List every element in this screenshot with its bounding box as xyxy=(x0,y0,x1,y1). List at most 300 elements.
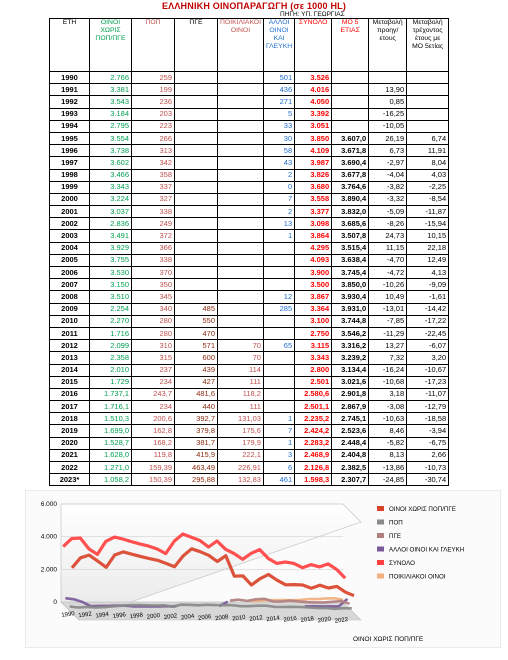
cell-varietal xyxy=(218,157,264,169)
cell-other: 271 xyxy=(263,96,294,108)
cell-year: 1995 xyxy=(50,132,90,144)
cell-aoc: 3.530 xyxy=(90,267,132,279)
cell-varietal: 111 xyxy=(218,401,264,413)
table-row xyxy=(50,376,449,388)
cell-total: 3.987 xyxy=(295,157,332,169)
table-header-row xyxy=(50,19,449,72)
cell-pgi: 392,7 xyxy=(175,413,218,425)
cell-pdo: 340 xyxy=(132,303,175,315)
cell-ma5: 3.316,2 xyxy=(332,340,369,352)
x-tick-label: 2020 xyxy=(317,616,332,625)
cell-total: 3.500 xyxy=(295,279,332,291)
cell-change-ma5: -10,67 xyxy=(407,364,449,376)
header-ma5: ΜΟ 5 ΕΤΙΑΣ xyxy=(332,19,369,72)
cell-aoc: 2.099 xyxy=(90,340,132,352)
cell-total: 2.468,9 xyxy=(295,449,332,461)
cell-year: 1991 xyxy=(50,84,90,96)
cell-pgi xyxy=(175,169,218,181)
cell-change-ma5 xyxy=(407,72,449,84)
cell-total: 4.295 xyxy=(295,242,332,254)
cell-ma5 xyxy=(332,84,369,96)
cell-change-ma5: -6,75 xyxy=(407,437,449,449)
table-row xyxy=(50,449,449,461)
cell-varietal: 70 xyxy=(218,340,264,352)
cell-change-ma5 xyxy=(407,84,449,96)
cell-aoc: 1.729 xyxy=(90,376,132,388)
cell-varietal xyxy=(218,145,264,157)
legend-swatch xyxy=(377,560,384,565)
table-row xyxy=(50,462,449,474)
cell-total: 2.750 xyxy=(295,327,332,339)
cell-year: 2003 xyxy=(50,230,90,242)
cell-change: -3,32 xyxy=(369,193,407,205)
y-tick-label: 0 xyxy=(53,599,57,606)
cell-pgi xyxy=(175,72,218,84)
cell-aoc: 3.150 xyxy=(90,279,132,291)
cell-other: 501 xyxy=(263,72,294,84)
cell-pgi: 470 xyxy=(175,327,218,339)
legend-label: ΠΟΙΚΙΛΙΑΚΟΙ ΟΙΝΟΙ xyxy=(389,573,446,581)
cell-other: 6 xyxy=(263,462,294,474)
cell-pdo: 310 xyxy=(132,340,175,352)
cell-year: 2021 xyxy=(50,449,90,461)
x-tick-label: 2014 xyxy=(266,615,281,624)
cell-change-ma5: -10,73 xyxy=(407,462,449,474)
cell-ma5: 2.448,4 xyxy=(332,437,369,449)
cell-other: 13 xyxy=(263,218,294,230)
cell-ma5: 3.515,4 xyxy=(332,242,369,254)
cell-varietal xyxy=(218,242,264,254)
cell-pdo: 249 xyxy=(132,218,175,230)
table-row xyxy=(50,72,449,84)
cell-total: 3.864 xyxy=(295,230,332,242)
cell-ma5: 3.745,4 xyxy=(332,267,369,279)
cell-change-ma5: -8,54 xyxy=(407,193,449,205)
cell-change xyxy=(369,72,407,84)
table-row xyxy=(50,145,449,157)
x-tick-label: 1992 xyxy=(78,611,93,620)
cell-pdo: 338 xyxy=(132,254,175,266)
cell-year: 2001 xyxy=(50,206,90,218)
cell-other: 2 xyxy=(263,169,294,181)
cell-pgi xyxy=(175,267,218,279)
cell-pgi xyxy=(175,108,218,120)
cell-change-ma5: -9,09 xyxy=(407,279,449,291)
cell-total: 1.598,3 xyxy=(295,474,332,486)
cell-varietal xyxy=(218,132,264,144)
cell-total: 3.115 xyxy=(295,340,332,352)
cell-other: 12 xyxy=(263,291,294,303)
cell-varietal xyxy=(218,120,264,132)
cell-varietal xyxy=(218,108,264,120)
cell-pdo: 315 xyxy=(132,352,175,364)
cell-change: -3,08 xyxy=(369,401,407,413)
cell-change: -10,05 xyxy=(369,120,407,132)
cell-change-ma5: -15,94 xyxy=(407,218,449,230)
cell-change-ma5: -18,58 xyxy=(407,413,449,425)
cell-pgi: 600 xyxy=(175,352,218,364)
x-tick-label: 2012 xyxy=(249,615,264,623)
table-row xyxy=(50,254,449,266)
production-line-chart xyxy=(25,490,501,648)
cell-ma5: 3.021,6 xyxy=(332,376,369,388)
cell-total: 4.093 xyxy=(295,254,332,266)
x-tick-label: 2022 xyxy=(334,616,349,625)
x-tick-label: 2016 xyxy=(283,615,298,624)
cell-total: 3.826 xyxy=(295,169,332,181)
cell-change-ma5 xyxy=(407,120,449,132)
cell-pgi xyxy=(175,291,218,303)
table-row xyxy=(50,206,449,218)
cell-total: 3.900 xyxy=(295,267,332,279)
legend-swatch xyxy=(377,520,384,525)
cell-other: 33 xyxy=(263,120,294,132)
table-row xyxy=(50,291,449,303)
cell-ma5: 2.307,7 xyxy=(332,474,369,486)
cell-aoc: 3.543 xyxy=(90,96,132,108)
legend-label: ΠΟΠ xyxy=(389,519,403,527)
cell-ma5 xyxy=(332,96,369,108)
x-tick-label: 1994 xyxy=(95,611,110,620)
cell-total: 3.526 xyxy=(295,72,332,84)
cell-pdo: 243,7 xyxy=(132,388,175,400)
table-row xyxy=(50,108,449,120)
cell-varietal xyxy=(218,230,264,242)
cell-change-ma5: 22,18 xyxy=(407,242,449,254)
cell-year: 2023* xyxy=(50,474,90,486)
cell-ma5: 3.134,4 xyxy=(332,364,369,376)
cell-pdo: 236 xyxy=(132,96,175,108)
cell-varietal xyxy=(218,327,264,339)
production-table xyxy=(49,18,449,486)
header-total: ΣΥΝΟΛΟ xyxy=(295,19,332,72)
cell-aoc: 2.254 xyxy=(90,303,132,315)
cell-other: 58 xyxy=(263,145,294,157)
cell-ma5: 3.239,2 xyxy=(332,352,369,364)
cell-pdo: 199 xyxy=(132,84,175,96)
cell-other xyxy=(263,254,294,266)
cell-pgi: 427 xyxy=(175,376,218,388)
table-row xyxy=(50,279,449,291)
cell-total: 4.109 xyxy=(295,145,332,157)
cell-other: 285 xyxy=(263,303,294,315)
cell-pdo: 342 xyxy=(132,157,175,169)
cell-other xyxy=(263,401,294,413)
cell-change: -2,97 xyxy=(369,157,407,169)
cell-varietal xyxy=(218,279,264,291)
cell-change-ma5: 12,49 xyxy=(407,254,449,266)
cell-pdo: 162,8 xyxy=(132,425,175,437)
cell-varietal: 222,1 xyxy=(218,449,264,461)
table-row xyxy=(50,352,449,364)
cell-change: -3,82 xyxy=(369,181,407,193)
cell-year: 2008 xyxy=(50,291,90,303)
table-row xyxy=(50,120,449,132)
cell-other: 436 xyxy=(263,84,294,96)
cell-change: 7,32 xyxy=(369,352,407,364)
table-row xyxy=(50,315,449,327)
table-row xyxy=(50,96,449,108)
cell-ma5: 3.744,8 xyxy=(332,315,369,327)
cell-pgi: 415,9 xyxy=(175,449,218,461)
cell-pdo: 313 xyxy=(132,145,175,157)
cell-pgi: 439 xyxy=(175,364,218,376)
cell-change-ma5: -11,07 xyxy=(407,388,449,400)
cell-year: 2014 xyxy=(50,364,90,376)
header-pgi: ΠΓΕ xyxy=(175,19,218,72)
cell-change: -16,24 xyxy=(369,364,407,376)
cell-ma5: 2.404,8 xyxy=(332,449,369,461)
cell-change-ma5: -17,22 xyxy=(407,315,449,327)
cell-other: 461 xyxy=(263,474,294,486)
cell-ma5: 3.930,4 xyxy=(332,291,369,303)
cell-total: 3.392 xyxy=(295,108,332,120)
cell-year: 1998 xyxy=(50,169,90,181)
cell-ma5: 2.867,9 xyxy=(332,401,369,413)
cell-varietal: 131,03 xyxy=(218,413,264,425)
cell-year: 1996 xyxy=(50,145,90,157)
cell-pgi: 550 xyxy=(175,315,218,327)
cell-aoc: 2.795 xyxy=(90,120,132,132)
cell-aoc: 2.766 xyxy=(90,72,132,84)
axis-series-label: ΟΙΝΟΙ ΧΩΡΙΣ ΠΟΠ/ΠΓΕ xyxy=(353,636,424,643)
cell-other xyxy=(263,315,294,327)
cell-change: -10,63 xyxy=(369,413,407,425)
cell-change-ma5: 3,20 xyxy=(407,352,449,364)
cell-year: 2006 xyxy=(50,267,90,279)
cell-varietal: 175,6 xyxy=(218,425,264,437)
cell-aoc: 2.358 xyxy=(90,352,132,364)
table-row xyxy=(50,401,449,413)
cell-varietal xyxy=(218,218,264,230)
cell-aoc: 1.628,0 xyxy=(90,449,132,461)
cell-total: 2.424,2 xyxy=(295,425,332,437)
cell-varietal xyxy=(218,303,264,315)
cell-change: -24,85 xyxy=(369,474,407,486)
x-tick-label: 1998 xyxy=(129,612,144,621)
cell-aoc: 1.716,1 xyxy=(90,401,132,413)
cell-change: 11,15 xyxy=(369,242,407,254)
cell-pdo: 159,39 xyxy=(132,462,175,474)
cell-pdo: 337 xyxy=(132,181,175,193)
cell-aoc: 3.343 xyxy=(90,181,132,193)
cell-aoc: 3.602 xyxy=(90,157,132,169)
cell-aoc: 1.737,1 xyxy=(90,388,132,400)
cell-aoc: 1.058,2 xyxy=(90,474,132,486)
cell-varietal: 114 xyxy=(218,364,264,376)
cell-other: 3 xyxy=(263,449,294,461)
table-row xyxy=(50,388,449,400)
cell-pgi: 379,8 xyxy=(175,425,218,437)
y-tick-label: 2.000 xyxy=(40,566,57,574)
table-row xyxy=(50,340,449,352)
x-tick-label: 2006 xyxy=(197,614,212,622)
cell-varietal xyxy=(218,291,264,303)
cell-change-ma5: -14,42 xyxy=(407,303,449,315)
cell-pdo: 234 xyxy=(132,376,175,388)
cell-year: 2017 xyxy=(50,401,90,413)
cell-aoc: 1.716 xyxy=(90,327,132,339)
cell-pdo: 119,8 xyxy=(132,449,175,461)
cell-ma5: 2.382,5 xyxy=(332,462,369,474)
source-note: ΠΗΓΗ: ΥΠ. ΓΕΩΡΓΙΑΣ xyxy=(280,11,345,18)
cell-pgi xyxy=(175,157,218,169)
legend-label: ΑΛΛΟΙ ΟΙΝΟΙ ΚΑΙ ΓΛΕΥΚΗ xyxy=(389,546,465,554)
cell-pdo: 200,6 xyxy=(132,413,175,425)
table-row xyxy=(50,84,449,96)
cell-ma5: 3.685,6 xyxy=(332,218,369,230)
cell-change: -10,68 xyxy=(369,376,407,388)
cell-other xyxy=(263,376,294,388)
cell-change: 8,46 xyxy=(369,425,407,437)
cell-varietal xyxy=(218,96,264,108)
cell-pdo: 259 xyxy=(132,72,175,84)
cell-pdo: 280 xyxy=(132,327,175,339)
cell-change: 13,27 xyxy=(369,340,407,352)
cell-year: 2019 xyxy=(50,425,90,437)
cell-total: 3.343 xyxy=(295,352,332,364)
header-year: ΕΤΗ xyxy=(50,19,90,72)
cell-total: 3.364 xyxy=(295,303,332,315)
header-varietal: ΠΟΙΚΙΛΙΑΚΟΙ ΟΙΝΟΙ xyxy=(218,19,264,72)
cell-ma5: 3.546,2 xyxy=(332,327,369,339)
header-pdo: ΠΟΠ xyxy=(132,19,175,72)
table-row xyxy=(50,181,449,193)
cell-aoc: 3.381 xyxy=(90,84,132,96)
x-tick-label: 2004 xyxy=(180,613,195,622)
cell-aoc: 3.224 xyxy=(90,193,132,205)
cell-change-ma5: 4,13 xyxy=(407,267,449,279)
cell-ma5: 3.507,8 xyxy=(332,230,369,242)
cell-change: -13,86 xyxy=(369,462,407,474)
table-row xyxy=(50,218,449,230)
cell-ma5: 3.764,6 xyxy=(332,181,369,193)
cell-total: 2.283,2 xyxy=(295,437,332,449)
cell-year: 1992 xyxy=(50,96,90,108)
legend-swatch xyxy=(377,506,384,511)
header-change: Μεταβολή προηγ/ετους xyxy=(369,19,407,72)
cell-pdo: 338 xyxy=(132,206,175,218)
cell-pgi xyxy=(175,254,218,266)
cell-year: 2009 xyxy=(50,303,90,315)
cell-pdo: 345 xyxy=(132,291,175,303)
cell-pdo: 150,39 xyxy=(132,474,175,486)
cell-other: 5 xyxy=(263,108,294,120)
cell-other xyxy=(263,352,294,364)
cell-pdo: 280 xyxy=(132,315,175,327)
cell-aoc: 1.510,3 xyxy=(90,413,132,425)
cell-year: 2000 xyxy=(50,193,90,205)
cell-aoc: 3.738 xyxy=(90,145,132,157)
cell-year: 1997 xyxy=(50,157,90,169)
header-other: ΑΛΛΟΙ ΟΙΝΟΙ ΚΑΙ ΓΛΕΥΚΗ xyxy=(263,19,294,72)
cell-change-ma5 xyxy=(407,96,449,108)
page-title: ΕΛΛΗΝΙΚΗ ΟΙΝΟΠΑΡΑΓΩΓΗ (σε 1000 HL) xyxy=(161,1,347,11)
cell-year: 2018 xyxy=(50,413,90,425)
cell-pdo: 370 xyxy=(132,267,175,279)
cell-year: 1993 xyxy=(50,108,90,120)
cell-change: -5,82 xyxy=(369,437,407,449)
cell-change-ma5: 10,15 xyxy=(407,230,449,242)
cell-varietal: 132,83 xyxy=(218,474,264,486)
cell-change: 24,73 xyxy=(369,230,407,242)
cell-year: 2004 xyxy=(50,242,90,254)
legend-swatch xyxy=(377,533,384,538)
cell-change: 13,90 xyxy=(369,84,407,96)
cell-other: 30 xyxy=(263,132,294,144)
cell-year: 1990 xyxy=(50,72,90,84)
cell-varietal: 111 xyxy=(218,376,264,388)
cell-other xyxy=(263,279,294,291)
table-row xyxy=(50,303,449,315)
cell-other: 43 xyxy=(263,157,294,169)
cell-total: 2.126,8 xyxy=(295,462,332,474)
cell-other: 0 xyxy=(263,181,294,193)
cell-ma5: 3.832,0 xyxy=(332,206,369,218)
cell-change-ma5: -11,87 xyxy=(407,206,449,218)
cell-total: 3.098 xyxy=(295,218,332,230)
cell-change-ma5: -6,07 xyxy=(407,340,449,352)
cell-aoc: 2.836 xyxy=(90,218,132,230)
cell-total: 2.800 xyxy=(295,364,332,376)
cell-change-ma5: 6,74 xyxy=(407,132,449,144)
cell-aoc: 3.929 xyxy=(90,242,132,254)
table-row xyxy=(50,437,449,449)
header-aoc: ΟΙΝΟΙ ΧΩΡΙΣ ΠΟΠ/ΠΓΕ xyxy=(90,19,132,72)
cell-pgi: 295,88 xyxy=(175,474,218,486)
cell-year: 2012 xyxy=(50,340,90,352)
cell-other xyxy=(263,364,294,376)
cell-varietal xyxy=(218,84,264,96)
cell-year: 2005 xyxy=(50,254,90,266)
cell-change-ma5: -22,45 xyxy=(407,327,449,339)
cell-year: 2002 xyxy=(50,218,90,230)
cell-varietal xyxy=(218,254,264,266)
table-row xyxy=(50,364,449,376)
cell-other xyxy=(263,388,294,400)
cell-total: 2.501 xyxy=(295,376,332,388)
cell-total: 4.050 xyxy=(295,96,332,108)
cell-ma5: 3.638,4 xyxy=(332,254,369,266)
cell-pgi: 381,7 xyxy=(175,437,218,449)
cell-pgi xyxy=(175,206,218,218)
legend-label: ΣΥΝΟΛΟ xyxy=(389,560,415,567)
table-row xyxy=(50,230,449,242)
cell-pgi: 481,6 xyxy=(175,388,218,400)
y-tick-label: 4.000 xyxy=(40,533,57,541)
cell-aoc: 3.037 xyxy=(90,206,132,218)
cell-change: 26,19 xyxy=(369,132,407,144)
cell-ma5: 3.607,0 xyxy=(332,132,369,144)
cell-change: 0,85 xyxy=(369,96,407,108)
table-row xyxy=(50,413,449,425)
cell-pgi xyxy=(175,145,218,157)
cell-total: 2.501,1 xyxy=(295,401,332,413)
cell-change: 3,18 xyxy=(369,388,407,400)
cell-change-ma5: -17,23 xyxy=(407,376,449,388)
cell-change: -11,29 xyxy=(369,327,407,339)
cell-change: -8,26 xyxy=(369,218,407,230)
x-tick-label: 2010 xyxy=(231,614,247,623)
cell-change-ma5: -30,74 xyxy=(407,474,449,486)
cell-change: 10,49 xyxy=(369,291,407,303)
cell-total: 3.680 xyxy=(295,181,332,193)
cell-pdo: 372 xyxy=(132,230,175,242)
legend-label: ΠΓΕ xyxy=(389,533,402,540)
cell-ma5: 3.850,0 xyxy=(332,279,369,291)
cell-ma5 xyxy=(332,120,369,132)
cell-other: 1 xyxy=(263,413,294,425)
